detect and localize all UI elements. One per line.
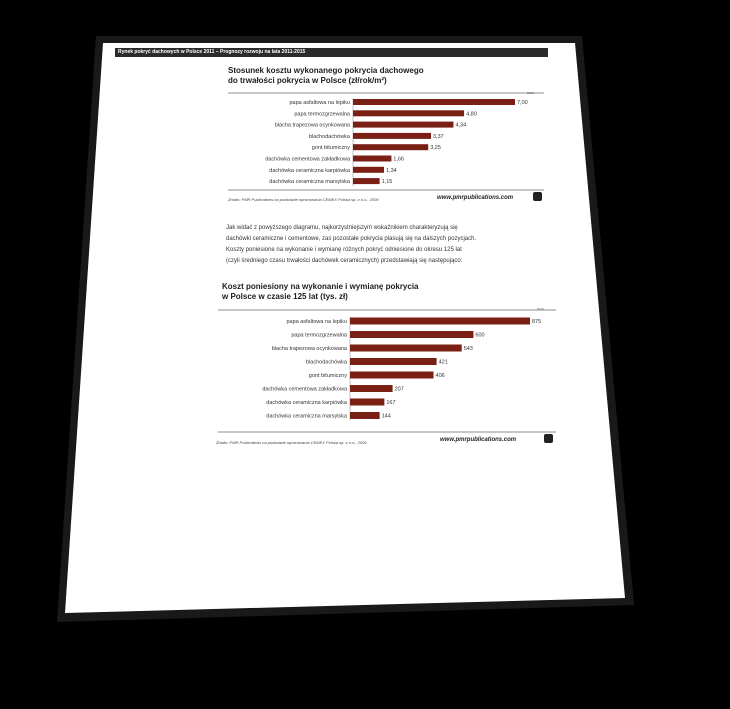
- brand-logo-icon: [544, 434, 553, 443]
- chart-value-label: 167: [386, 400, 396, 406]
- chart-category-label: blacha trapezowa ocynkowana: [271, 346, 347, 352]
- chart-value-label: 4,34: [455, 122, 467, 129]
- chart-category-label: dachówka ceramiczna marsylska: [266, 413, 347, 420]
- chart-bar: [350, 345, 462, 352]
- chart-category-label: dachówka cementowa zakładkowa: [265, 156, 350, 163]
- chart-bar: [350, 412, 380, 419]
- chart2-unit-label: 2010: [537, 307, 544, 311]
- chart-category-label: blachodachówka: [306, 359, 347, 366]
- chart-value-label: 875: [532, 319, 542, 325]
- chart-value-label: 1,34: [386, 167, 397, 174]
- chart-bar: [350, 358, 437, 365]
- chart-bar: [350, 399, 384, 406]
- chart-category-label: dachówka cementowa zakładkowa: [262, 386, 347, 393]
- chart-category-label: gont bitumiczny: [311, 145, 350, 152]
- chart-bar: [350, 331, 473, 338]
- chart-category-label: papa termozgrzewalna: [294, 111, 350, 118]
- chart1-brand: www.pmrpublications.com: [437, 195, 514, 201]
- paragraph-line: (czyli średniego czasu trwałości dachówek ceramicznych) przedstawiają się następująco:: [226, 258, 463, 264]
- chart-category-label: gont bitumiczny: [308, 373, 347, 379]
- chart-value-label: 406: [435, 373, 445, 379]
- paragraph-line: Koszty poniesione na wykonanie i wymianę różnych pokryć odniesione do okresu 125 lat: [226, 247, 462, 253]
- chart-value-label: 1,15: [381, 179, 393, 186]
- chart-value-label: 421: [438, 359, 448, 366]
- chart1-source: Źródło: PMR Publications na podstawie opracowania CEMEX Polska sp. z o.o., 2009: [228, 197, 379, 202]
- chart1-unit-label: 2010: [527, 91, 534, 95]
- chart-value-label: 3,37: [432, 133, 444, 140]
- chart-bar: [350, 318, 530, 325]
- chart-category-label: dachówka ceramiczna karpiówka: [269, 167, 350, 174]
- paragraph-line: dachówki ceramiczne i cementowe, zaś pozostałe pokrycia plasują się na dalszych pozycjach.: [226, 236, 477, 242]
- report-header-bar: Rynek pokryć dachowych w Polsce 2011 – Prognozy rozwoju na lata 2011-2015: [115, 48, 548, 57]
- chart-category-label: papa asfaltowa na lepiku: [289, 100, 350, 106]
- chart-value-label: 543: [463, 346, 473, 352]
- chart2-title-line1: Koszt poniesiony na wykonanie i wymianę pokrycia: [222, 282, 419, 291]
- chart-bar: [350, 385, 393, 392]
- chart1-title-line2: do trwałości pokrycia w Polsce (zł/rok/m²): [228, 76, 387, 85]
- chart-value-label: 3,25: [430, 145, 441, 152]
- chart2-title-line2: w Polsce w czasie 125 lat (tys. zł): [222, 292, 348, 301]
- chart-category-label: dachówka ceramiczna marsylska: [269, 179, 350, 186]
- chart2-source: Źródło: PMR Publications na podstawie opracowania CEMEX Polska sp. z o.o., 2009: [216, 440, 367, 445]
- chart-value-label: 7,00: [517, 100, 528, 106]
- chart-category-label: papa asfaltowa na lepiku: [286, 319, 347, 325]
- chart-value-label: 4,80: [466, 111, 477, 118]
- chart-bar: [350, 372, 434, 379]
- chart-category-label: papa termozgrzewalna: [291, 332, 347, 339]
- paragraph-line: Jak widać z powyższego diagramu, najkorzystniejszym wskaźnikiem charakteryzują się: [226, 225, 458, 231]
- chart-category-label: blacha trapezowa ocynkowana: [274, 122, 350, 129]
- chart-value-label: 144: [381, 413, 391, 420]
- chart-value-label: 1,66: [393, 156, 405, 163]
- chart-category-label: dachówka ceramiczna karpiówka: [266, 400, 347, 406]
- chart-value-label: 207: [394, 386, 404, 393]
- chart-category-label: blachodachówka: [309, 133, 350, 140]
- chart2-brand: www.pmrpublications.com: [440, 437, 517, 443]
- chart1-title-line1: Stosunek kosztu wykonanego pokrycia dachowego: [228, 66, 424, 75]
- chart-value-label: 600: [475, 332, 485, 339]
